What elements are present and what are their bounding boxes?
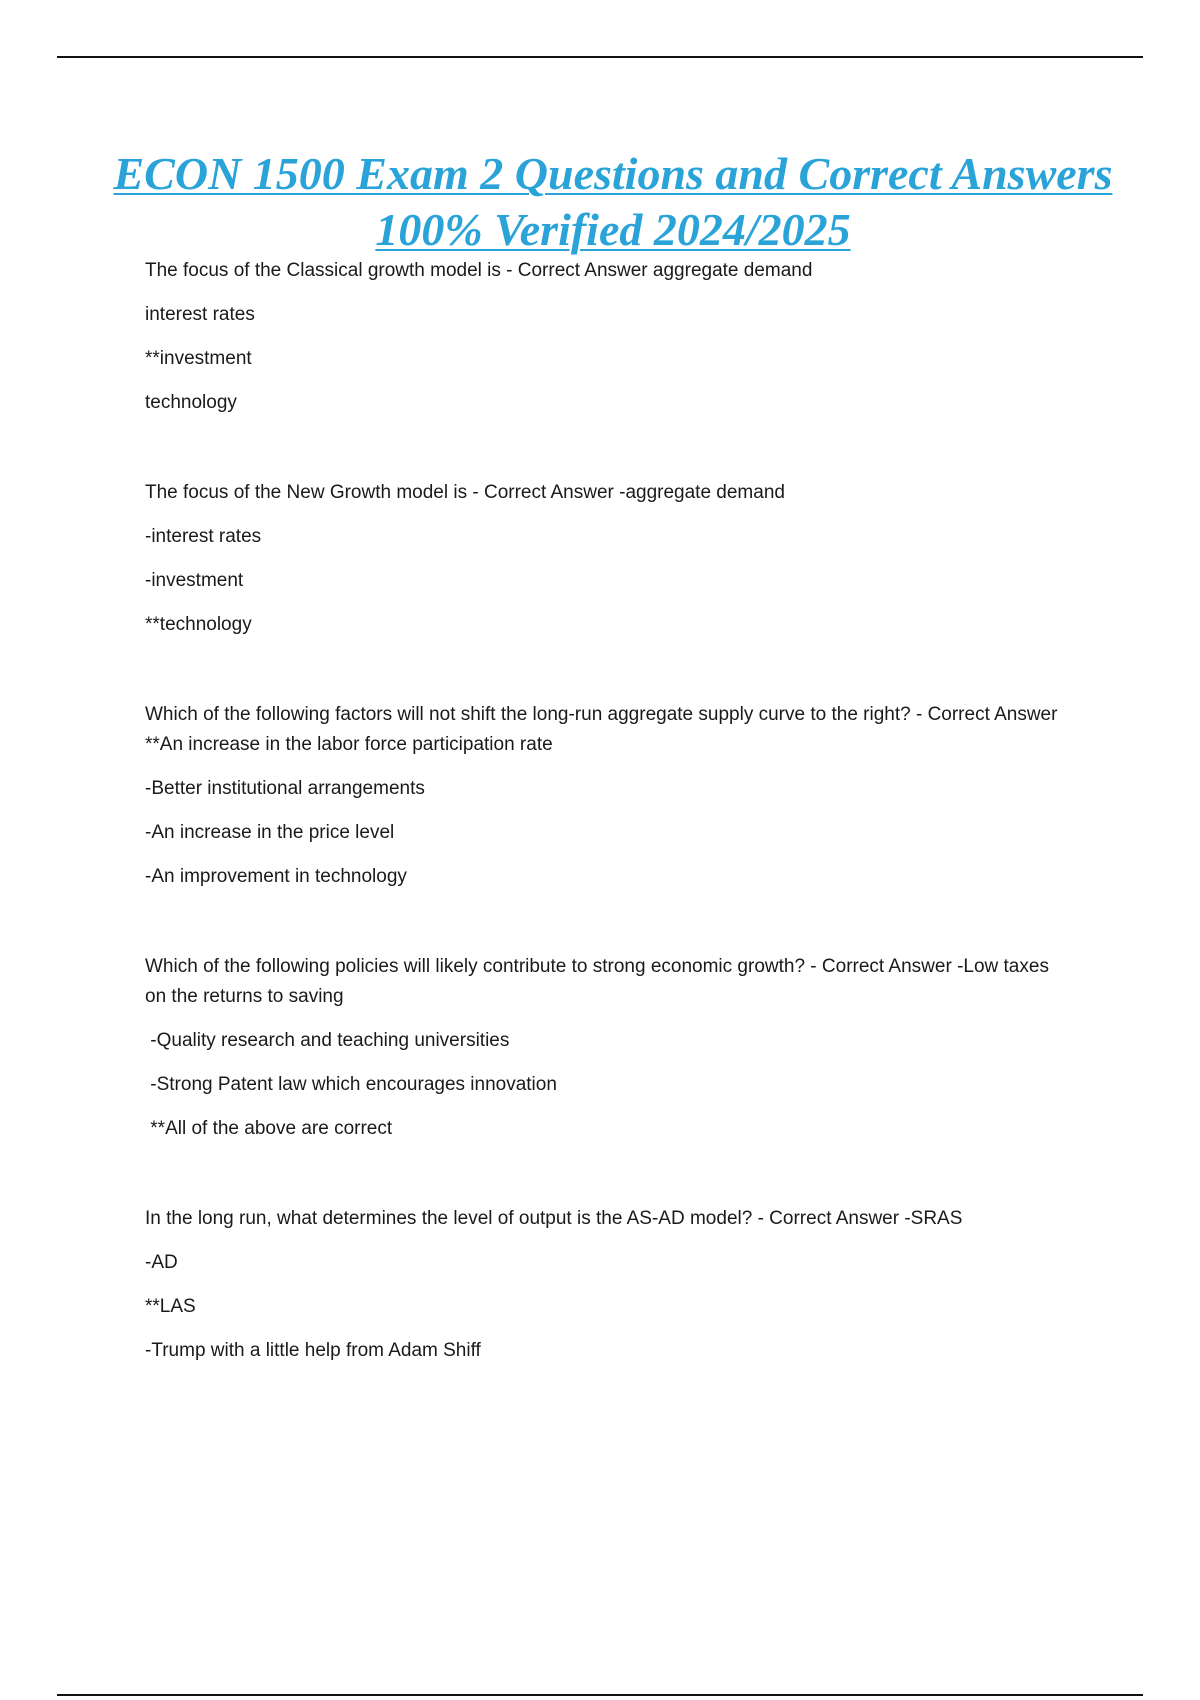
answer-option: -interest rates (145, 526, 262, 547)
document-title: ECON 1500 Exam 2 Questions and Correct Answers 100% Verified 2024/2025 (113, 148, 1113, 255)
question-prompt: The focus of the Classical growth model is - Correct Answer aggregate demand (145, 260, 813, 281)
answer-option: -An increase in the price level (145, 822, 395, 843)
answer-option: **All of the above are correct (145, 1118, 393, 1139)
answer-option: technology (145, 392, 237, 413)
header-rule (57, 56, 1143, 58)
question-block-3 (145, 700, 1075, 892)
answer-option: -An improvement in technology (145, 866, 407, 887)
question-block-2 (145, 478, 1075, 640)
footer-rule (57, 1694, 1143, 1696)
question-prompt: In the long run, what determines the level of output is the AS-AD model? - Correct Answer -SRAS (145, 1208, 963, 1229)
question-list (145, 256, 1075, 1426)
question-block-4 (145, 952, 1075, 1144)
question-prompt: Which of the following policies will likely contribute to strong economic growth? - Correct Answer -Low taxes on the returns to saving (145, 956, 1055, 1007)
answer-option: -Better institutional arrangements (145, 778, 425, 799)
answer-option: -Strong Patent law which encourages innovation (145, 1074, 557, 1095)
answer-option: **LAS (145, 1296, 196, 1317)
question-block-5 (145, 1204, 1075, 1366)
question-prompt: The focus of the New Growth model is - Correct Answer -aggregate demand (145, 482, 785, 503)
answer-option: **investment (145, 348, 252, 369)
answer-option: -AD (145, 1252, 178, 1273)
answer-option: **technology (145, 614, 252, 635)
question-prompt: Which of the following factors will not shift the long-run aggregate supply curve to the right? - Correct Answer **An increase in the labor force participation rate (145, 704, 1063, 755)
answer-option: -Quality research and teaching universities (145, 1030, 510, 1051)
question-block-1 (145, 256, 1075, 418)
answer-option: -Trump with a little help from Adam Shiff (145, 1340, 481, 1361)
answer-option: interest rates (145, 304, 255, 325)
answer-option: -investment (145, 570, 244, 591)
